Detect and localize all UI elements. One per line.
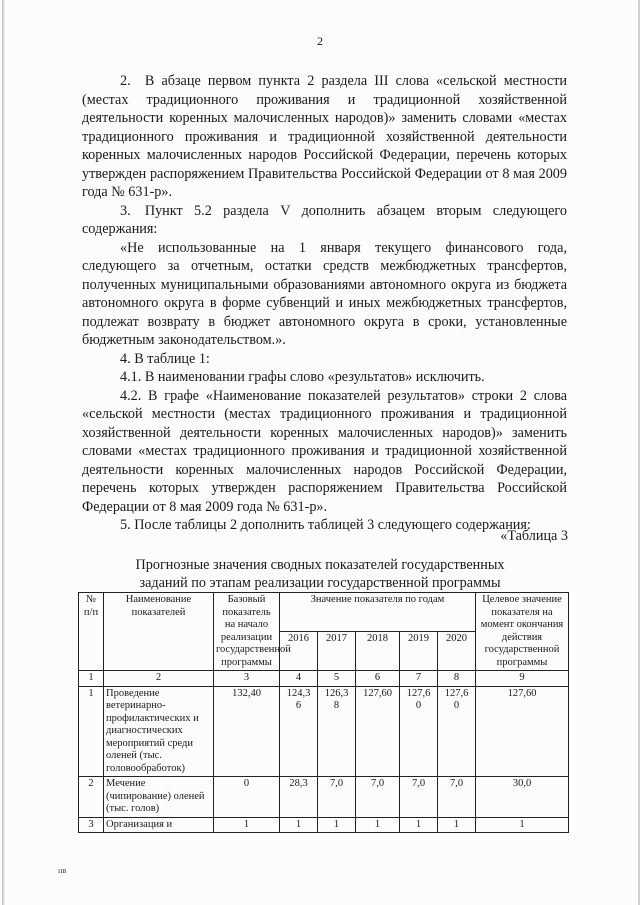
row-year-value: 127,6 0 [438,686,476,777]
header-base: Базовый показатель на начало реализации государственной программы [214,593,280,671]
column-number: 1 [79,671,104,687]
table-row [79,777,569,818]
row-num: 2 [79,777,104,818]
header-year: 2017 [318,632,356,671]
row-year-value: 7,0 [438,777,476,818]
column-number: 5 [318,671,356,687]
table-label: «Таблица 3 [500,528,568,544]
row-name: Организация и [104,817,214,833]
header-year: 2018 [356,632,400,671]
row-name: Мечение (чипирование) оленей (тыс. голов) [104,777,214,818]
row-target: 30,0 [476,777,569,818]
row-year-value: 7,0 [356,777,400,818]
row-year-value: 127,60 [356,686,400,777]
row-year-value: 127,6 0 [400,686,438,777]
table-row [79,686,569,777]
row-num: 3 [79,817,104,833]
row-num: 1 [79,686,104,777]
scan-left-edge [2,0,5,905]
row-target: 1 [476,817,569,833]
row-target: 127,60 [476,686,569,777]
header-year: 2020 [438,632,476,671]
document-body [82,72,567,535]
row-year-value: 126,3 8 [318,686,356,777]
header-target: Целевое значение показателя на момент окончания действия государственной программы [476,593,569,671]
footer-mark: ııв [58,866,67,875]
header-year: 2016 [280,632,318,671]
paragraph-4-1: 4.1. В наименовании графы слово «результатов» исключить. [120,369,485,385]
row-year-value: 1 [280,817,318,833]
column-number: 7 [400,671,438,687]
row-name: Проведение ветеринарно-профилактических и диагностических мероприятий среди оленей (тыс. головообработок) [104,686,214,777]
column-number: 8 [438,671,476,687]
row-year-value: 1 [438,817,476,833]
row-year-value: 28,3 [280,777,318,818]
row-base: 132,40 [214,686,280,777]
row-year-value: 7,0 [400,777,438,818]
paragraph-4: 4. В таблице 1: [120,350,210,367]
row-year-value: 7,0 [318,777,356,818]
paragraph-3-quote: «Не использованные на 1 января текущего финансового года, следующего за отчетным, остатки средств межбюджетных трансфертов, полученных муниципальными образованиями автономного округа из бюджета автономного округа в форме субвенций и иных межбюджетных трансфертов, подлежат возврату в бюджет автономного округа в сроки, установленные бюджетным законодательством.». [82,239,567,348]
row-year-value: 1 [400,817,438,833]
paragraph-5: 5. После таблицы 2 дополнить таблицей 3 следующего содержания: [120,517,531,533]
column-number-row [79,671,569,687]
paragraph-2: 2. В абзаце первом пункта 2 раздела III слова «сельской местности (местах традиционного проживания и традиционной хозяйственной деятельности коренных малочисленных народов)» заменить словами «местах традиционного проживания и традиционной хозяйственной деятельности коренных малочисленных народов Российской Федерации, перечень которых утвержден распоряжением Правительства Российской Федерации от 8 мая 2009 года № 631-р». [82,73,567,200]
column-number: 2 [104,671,214,687]
row-year-value: 124,3 6 [280,686,318,777]
row-base: 0 [214,777,280,818]
table-caption: Прогнозные значения сводных показателей государственных заданий по этапам реализации государственной программы [135,557,505,591]
paragraph-3: 3. Пункт 5.2 раздела V дополнить абзацем вторым следующего содержания: [82,202,567,237]
header-name: Наименование показателей [104,593,214,671]
paragraph-4-2: 4.2. В графе «Наименование показателей результатов» строки 2 слова «сельской местности (местах традиционного проживания и традиционной хозяйственной деятельности коренных малочисленных народов)» заменить словами «местах традиционного проживания и традиционной хозяйственной деятельности коренных малочисленных народов Российской Федерации, перечень которых утвержден распоряжением Правительства Российской Федерации от 8 мая 2009 года № 631-р». [82,387,567,515]
row-year-value: 1 [318,817,356,833]
header-num: № п/п [79,593,104,671]
header-years-group: Значение показателя по годам [280,593,476,632]
indicators-table [78,592,569,833]
row-base: 1 [214,817,280,833]
column-number: 4 [280,671,318,687]
table-row [79,817,569,833]
row-year-value: 1 [356,817,400,833]
column-number: 6 [356,671,400,687]
page-number: 2 [317,34,323,48]
column-number: 3 [214,671,280,687]
header-year: 2019 [400,632,438,671]
column-number: 9 [476,671,569,687]
